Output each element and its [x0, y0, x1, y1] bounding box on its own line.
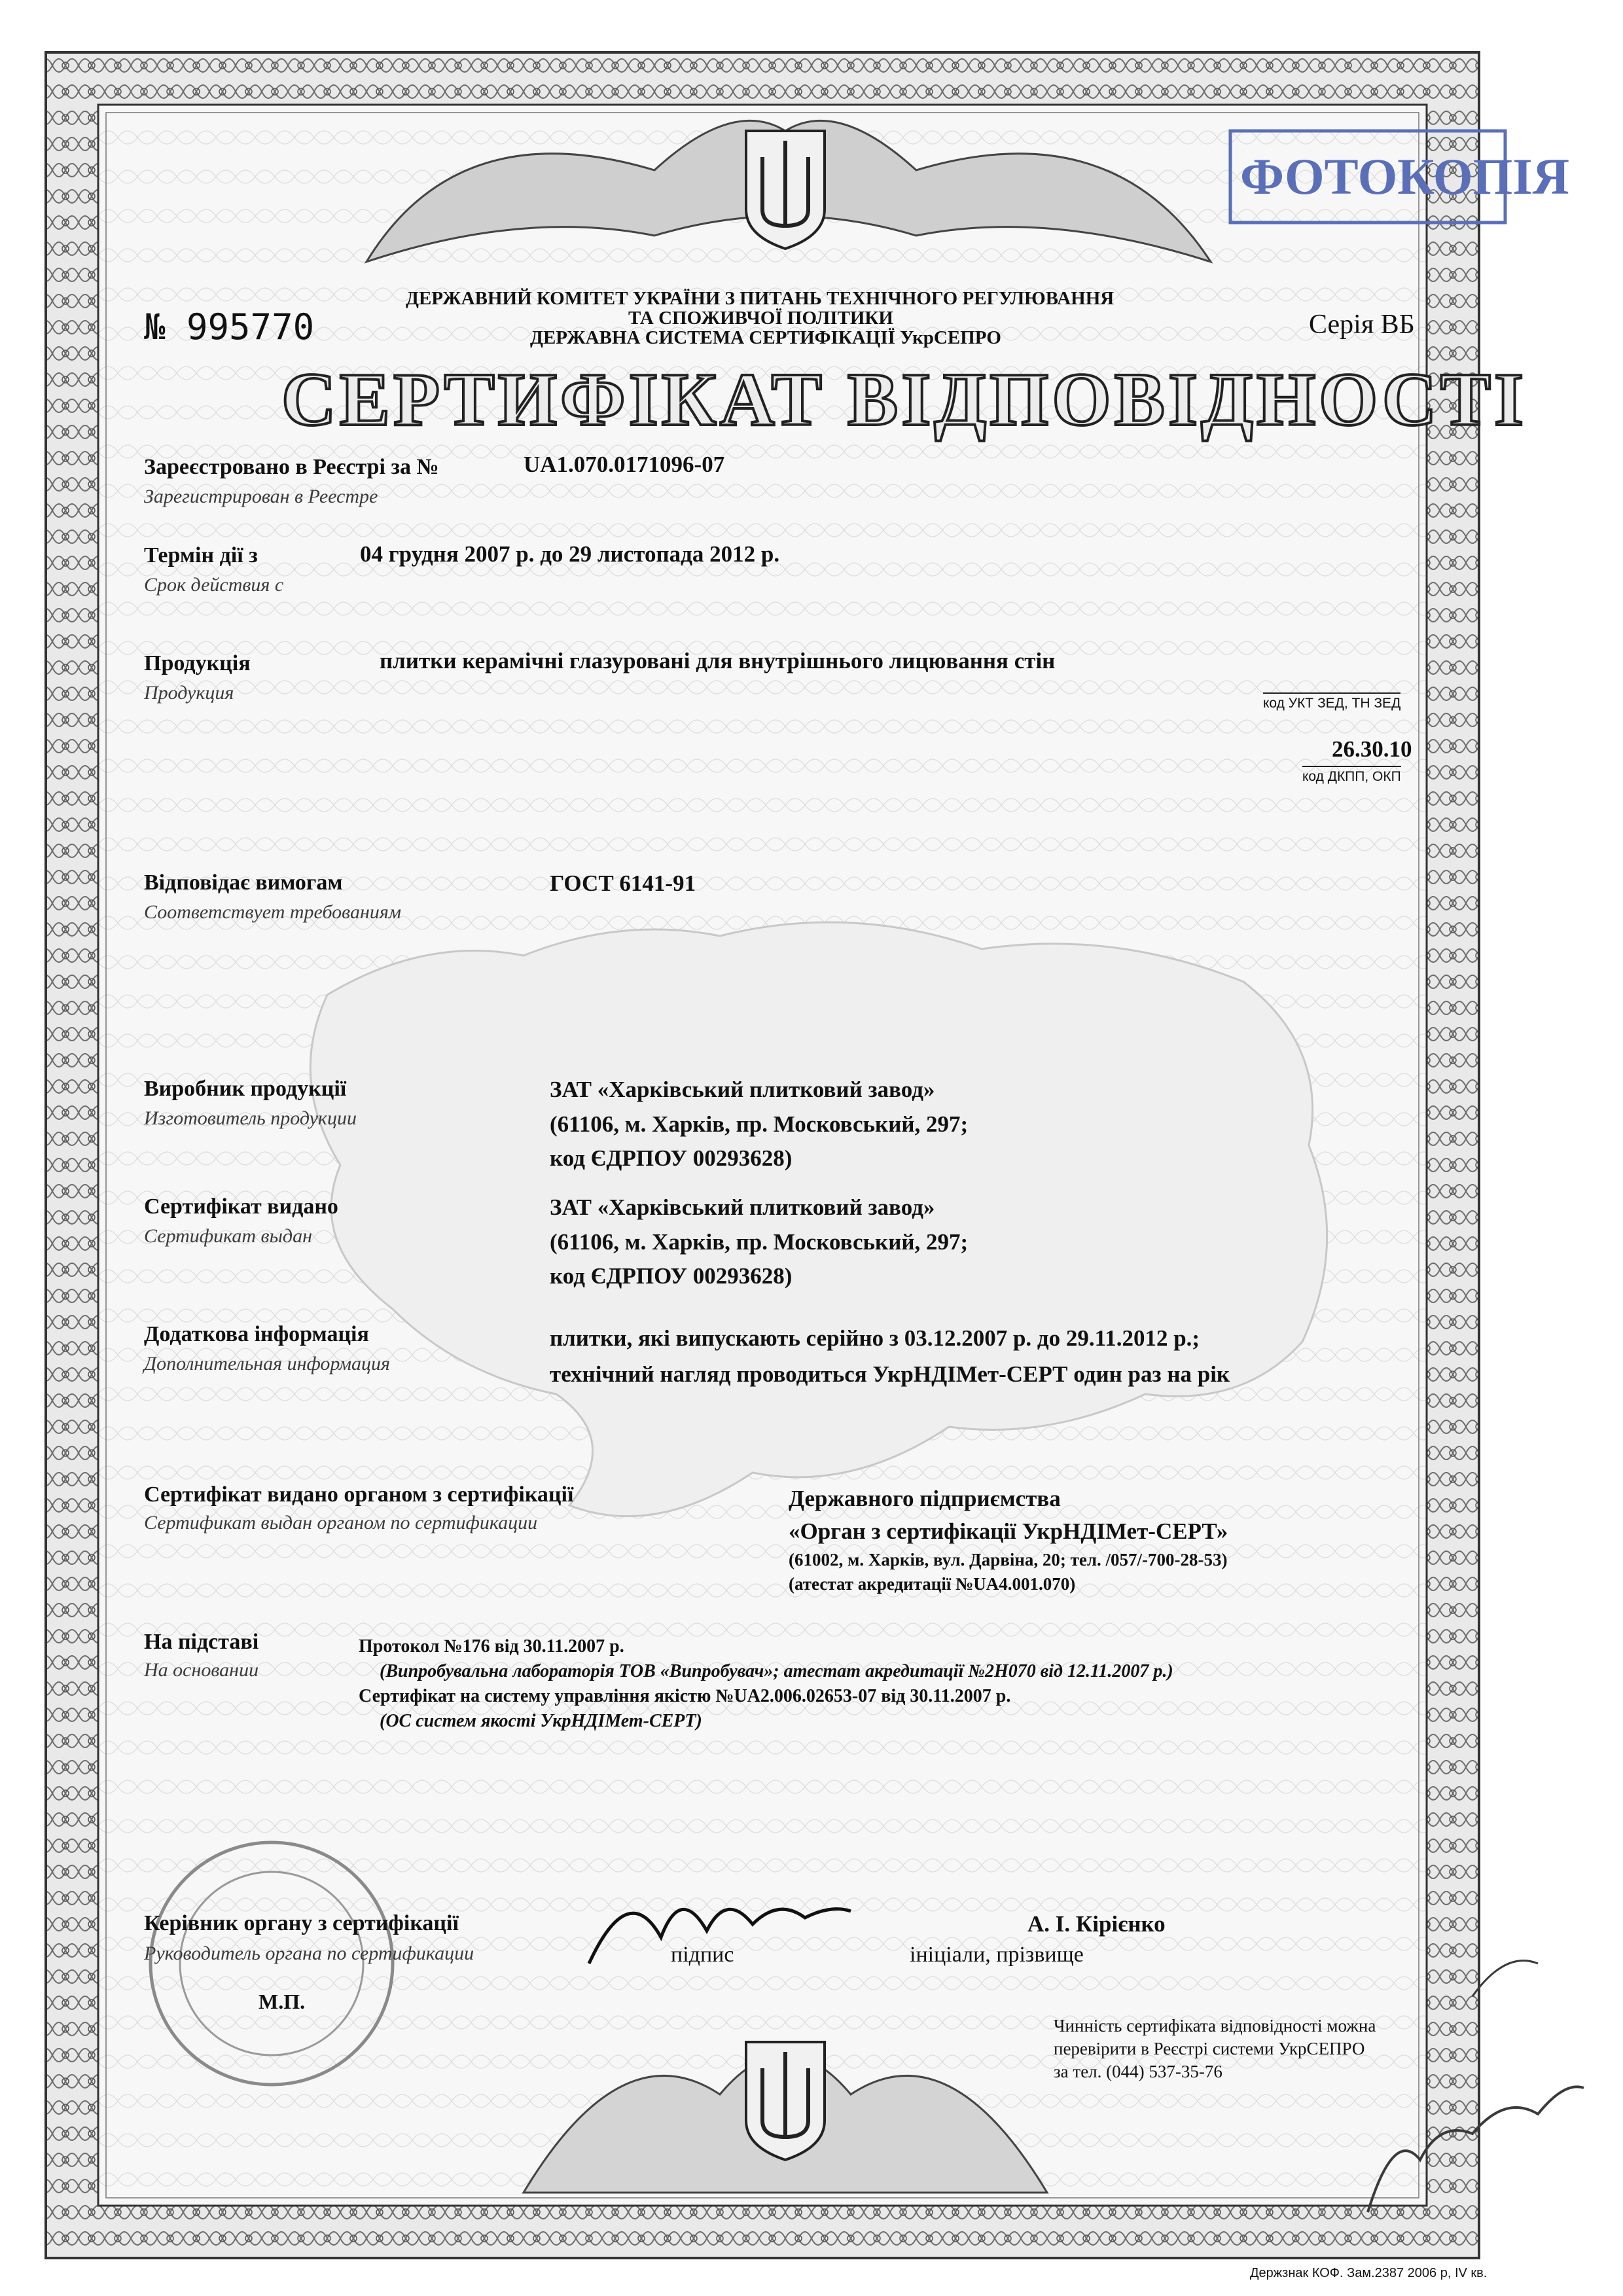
agency-line-3: ДЕРЖАВНА СИСТЕМА СЕРТИФІКАЦІЇ УкрСЕПРО: [530, 327, 1001, 348]
seal-place-caption: М.П.: [259, 1990, 306, 2013]
validity-label-ru: Срок действия с: [144, 574, 284, 596]
basis-line-1: Протокол №176 від 30.11.2007 р.: [359, 1636, 624, 1657]
manufacturer-label: Виробник продукції: [144, 1077, 347, 1101]
certificate-series: Серія ВБ: [1309, 310, 1415, 340]
signatory-name: А. І. Кірієнко: [1027, 1911, 1166, 1937]
additional-label-ru: Дополнительная информация: [144, 1353, 390, 1374]
product-label: Продукція: [144, 651, 251, 675]
verify-line-2: перевірити в Реєстрі системи УкрСЕПРО: [1054, 2039, 1365, 2058]
verify-line-1: Чинність сертифіката відповідності можна: [1054, 2016, 1376, 2036]
manufacturer-line-3: код ЄДРПОУ 00293628): [550, 1145, 793, 1171]
registry-number: UA1.070.0171096-07: [524, 452, 725, 477]
requirements-label-ru: Соответствует требованиям: [144, 901, 401, 923]
certificate-title: СЕРТИФІКАТ ВІДПОВІДНОСТІ: [281, 358, 1527, 442]
requirements-standard: ГОСТ 6141-91: [550, 870, 696, 896]
issued-to-line-2: (61106, м. Харків, пр. Московський, 297;: [550, 1229, 969, 1255]
agency-line-1: ДЕРЖАВНИЙ КОМІТЕТ УКРАЇНИ З ПИТАНЬ ТЕХНІЧНОГО РЕГУЛЮВАННЯ: [406, 288, 1115, 309]
product-label-ru: Продукция: [144, 682, 234, 704]
issued-to-label: Сертифікат видано: [144, 1194, 338, 1219]
body-line-2: «Орган з сертифікації УкрНДІМет-СЕРТ»: [789, 1518, 1228, 1544]
product-code-2-caption: код ДКПП, ОКП: [1302, 766, 1401, 785]
issued-to-line-3: код ЄДРПОУ 00293628): [550, 1263, 793, 1289]
product-code-1-caption: код УКТ ЗЕД, ТН ЗЕД: [1263, 692, 1400, 711]
additional-line-1: плитки, які випускають серійно з 03.12.2007 р. до 29.11.2012 р.;: [550, 1325, 1200, 1351]
manufacturer-line-1: ЗАТ «Харківський плитковий завод»: [550, 1077, 935, 1102]
basis-label-ru: На основании: [144, 1659, 259, 1681]
product-code-2: 26.30.10: [1332, 736, 1412, 762]
signatory-label: Керівник органу з сертифікації: [144, 1911, 459, 1935]
certificate-number: № 995770: [144, 306, 315, 348]
body-line-4: (атестат акредитації №UA4.001.070): [789, 1574, 1076, 1594]
agency-line-2: ТА СПОЖИВЧОЇ ПОЛІТИКИ: [628, 308, 893, 329]
body-line-1: Державного підприємства: [789, 1486, 1061, 1511]
body-label: Сертифікат видано органом з сертифікації: [144, 1482, 574, 1507]
additional-line-2: технічний нагляд проводиться УкрНДІМет-СЕРТ один раз на рік: [550, 1361, 1230, 1387]
body-label-ru: Сертификат выдан органом по сертификации: [144, 1512, 538, 1534]
manufacturer-line-2: (61106, м. Харків, пр. Московський, 297;: [550, 1111, 969, 1137]
additional-label: Додаткова інформація: [144, 1322, 369, 1346]
coat-of-arms-top-icon: [746, 131, 825, 249]
photocopy-stamp: ФОТОКОПІЯ: [1240, 148, 1569, 205]
basis-line-4: (ОС систем якості УкрНДІМет-СЕРТ): [380, 1711, 702, 1731]
body-line-3: (61002, м. Харків, вул. Дарвіна, 20; тел. /057/-700-28-53): [789, 1550, 1228, 1570]
basis-line-2: (Випробувальна лабораторія ТОВ «Випробувач»; атестат акредитації №2Н070 від 12.11.2007 р.): [380, 1661, 1173, 1681]
basis-line-3: Сертифікат на систему управління якістю №UA2.006.02653-07 від 30.11.2007 р.: [359, 1686, 1011, 1706]
coat-of-arms-bottom-icon: [746, 2042, 825, 2160]
requirements-label: Відповідає вимогам: [144, 870, 343, 895]
registry-label: Зареєстровано в Реєстрі за №: [144, 455, 439, 479]
validity-period: 04 грудня 2007 р. до 29 листопада 2012 р.: [360, 541, 780, 567]
manufacturer-label-ru: Изготовитель продукции: [144, 1107, 357, 1129]
signatory-label-ru: Руководитель органа по сертификации: [144, 1943, 474, 1964]
verify-line-3: за тел. (044) 537-35-76: [1054, 2062, 1222, 2081]
signature-caption: підпис: [671, 1943, 734, 1967]
print-info: Держзнак КОФ. Зам.2387 2006 р, IV кв.: [1250, 2266, 1488, 2280]
basis-label: На підставі: [144, 1630, 259, 1654]
registry-label-ru: Зарегистрирован в Реестре: [144, 486, 378, 507]
issued-to-line-1: ЗАТ «Харківський плитковий завод»: [550, 1194, 935, 1220]
product-name: плитки керамічні глазуровані для внутрішнього лицювання стін: [380, 648, 1056, 673]
issued-to-label-ru: Сертификат выдан: [144, 1225, 312, 1247]
name-caption: ініціали, прізвище: [910, 1943, 1084, 1967]
validity-label: Термін дії з: [144, 543, 258, 567]
